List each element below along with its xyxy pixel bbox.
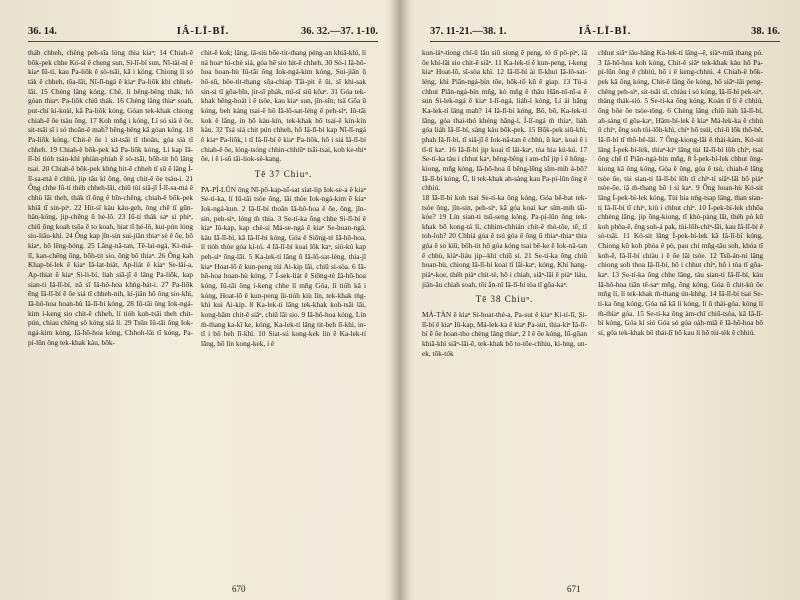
page-number: 671: [567, 584, 581, 594]
header-left: 37. 11-21.—38. 1.: [430, 26, 507, 37]
running-header: [28, 26, 378, 40]
column-text: kun-iàⁿ-tiong chí-ū lâu siū siong ê peng, tó tī pō-piⁿ, iā ōe khí-lâi sio chit-ê siâⁿ. 11 Ka-lek-tí ê kun-peng, í-keng kiaⁿ Hoat-lō, sī-sòa khì. 12 Iâ-lī-bí ài lī-khui Iâ-lō-sat-léng, khì Piān-ngá-bín tōe, hōk-tō kū ê giap. 13 Tú-á chhut Piān-ngá-bín mñg, kò mñg ê thâu Hān-nî-nî-a ê sun Si-lek-ngá ê kiaⁿ I-lī-ngá, liáh-ì kóng, Lí ài hâng Ka-lek-tí lâng mah? 14 Iâ-lī-bí kóng, Bô, bô, Ka-lek-tí lâng, góa thai-thó khéng hāng-ì, Í-lī-ngá m̄ thiaⁿ, liáh góa liáh Iâ-lī-bí, sàng kàu bōk-pek. 15 Bōk-pek siū-khì, phah Iâ-lī-bí, tī siā-jī ê Iok-nâ-tan ê chhù, ū kaⁿ, koai ê i tī-tī kaⁿ. 16 Iâ-lī-bí jip koai tī lāi-kaⁿ, tòa hia kú-kú. 17 Se-tí-ka tàu i chhut kaⁿ, bêng-bêng i am-chī jip i ê hōng-kiong, mñg kóng, Iâ-hô-hoa ū bêng-lēng sīm-mih á-bō? Iâ-lī-bí kóng, Ū, lí tek-khak ah-sàng kau Pa-pí-lûn ông ê chhiú.: [422, 48, 587, 193]
running-header: [430, 26, 780, 40]
column-text: tháh chheh, chèng peh-sīa lóng thia kiaⁿ; 14 Chiah-ê bōk-pek chhe Kó-sí ê cheng sun, Si-lī-bí sun, Nî-tài-nî ê kiaⁿ Iû-tí, kau Pa-liōk ê sò-tsāi, kā i kóng, Chiong lí só ták ê chheh, tōa-lāi, Nî-lī-ngá ê kiaⁿ Pa-liōk khi chheh-lāi. 15 Chèng lâng kóng, Chê, lí bêng-bêng thák, hō góan thiaⁿ. Pa-liōk chiū thák. 16 Chèng lâng thiaⁿ soah, put-chí ki-koài, kā Pa-liōk kóng, Góan tek-khak chiong chiah-ê ōe tsàu ông. 17 Koh mñg i kóng, Lí só sià ê ōe, sit-tsāi sī i só thoân-ê mah? bêng-bêng kā góan kóng. 18 Pa-liōk kóng, Chit-ê ōe i sit-tsāi tī thoân, góa sià tī chheh. 19 Chiah-ê bōk-pek kā Pa-liōk kóng, Lí kap Iâ-lī-bí tióh tsáu-khì phiàn-phiah ê sò-tsāi, bōh-tit hō lâng tsai. 20 Chiah-ê bōk-pek khǹg hit-ê chheh tī sū ê lâng Í-lī-sa-má ê chhù, jip tâu kì ông, ông chit-ê ōe tsáu-i. 21 Ông chhe Iû-tí thèh chheh-lāi, chiū tùi siā-jī Í-lī-sa-má ê chhù lāi theh, thák tī ông ê bīn-chêng, chiah-ê bōk-pek khiā tī sin-piⁿ. 22 Hit-sî kàu káu-geh, ông chē tī gūn-hân-kóng, jip-chêng ū hé-lô. 23 Iû-tí thák saⁿ sì phiⁿ, chiū ōng koah tsōa ê to koah, hiat tī hé-lô, kui-pún lóng sio-liāu-khì. 24 Ông kap jīn-sin sui-jiân thiaⁿ sè ê ōe, bô kiaⁿ, bô lêng-hóng. 25 Lâng-nā-tan, Tē-lai-ngá, Ki-má-lī, kan-chêng ông, bōh-tit sio, ông bô thiaⁿ. 26 Ông kah Khap-bí-lek ê kiaⁿ Iâ-lat-biát, Ap-liát ê kiaⁿ Se-lâi-a, Ap-thiat ê kiaⁿ Si-li-bí, liah siā-jī ê lâng Pa-liōk, kap sian-ti Iâ-lī-bí, nā sī Iâ-hô-hoa khǹg-bát-i. 27 Pa-liōk ēng Iâ-lī-bí ê ōe siá tī chheh-nih, kì-jiân hō ông sio-khì, Iâ-hô-hoa hoan-hù Iâ-lī-bí kóng, 28 Iû-tāi ông Iok-ngá-kim í-keng sio chit-ê chheh, lí tióh koh-tsāi theh chit-pún, chiau chêng sò kóng siá lí. 29 Tsûn Iû-tāi ông Iok-ngá-kim kóng, Iâ-hô-hoa kóng, Chhoh-lâi tī kóng, Pa-pí-lûn ông tek-khak kàu, bōk-: [28, 48, 193, 347]
chapter-heading: Tē 38 Chiuⁿ.: [475, 294, 534, 305]
chapter-text: MÁ-TÀN ê kiaⁿ Si-hoat-thé-a, Pa-sut ê kiaⁿ Ki-tí-lī, Si-lī-bí ê kiaⁿ Iû-kap, Má-lek-ka ê kiaⁿ Pa-sut, thia-kìⁿ Iâ-lī-bí ê ōe hoan-tho chèng lâng thiaⁿ, 2 I ê ōe kóng, Iû-gōan khiā-khì siâⁿ-lāi-ê, tek-khak bō to-tōe-chhiu, kì-hng, un-ek, tōk-tók: [422, 310, 587, 358]
left-page: [0, 0, 398, 600]
chapter-text: PA-PÍ-LÛN ông Nī-pō-kap-nī-sat siat-lip Iok-se-a ê kiaⁿ Se-tí-ka, lí Iû-tāi tsòe ông, lāi thòe Iok-ngá-kim ê kiaⁿ Iok-ngá-kun. 2 Iâ-lī-bí thoân Iâ-hô-hoa ê ōe, ông, jîn-sin, peh-sìⁿ, lóng m̄ thia. 3 Se-tí-ka ông chhe Si-lī-bí ê kiaⁿ Iû-kap, kap chè-si Má-se-ngá ê kiaⁿ Se-hoan-ngá, kàu Iâ-lī-bí, kā Iâ-lī-bí kóng, Góa ê Siōng-tè Iâ-hô-hoa, lí tióh thòe góa kí-tó. 4 Iâ-lī-bí koai lōk kaⁿ, siù-kú kap peh-sìⁿ ōng-lāi. 5 Ka-lek-tí lâng ū Iâ-lō-sat-léng, thia-jī kiaⁿ Hoat-lō ê kun-peng tùi Ai-kip lâi, chiū si-sòa. 6 Iâ-hô-hoa hoan-hù kóng, 7 Í-sek-liát ê Siōng-tè Iâ-hô-hoa kóng, Iû-tāi ông í-keng chhe lí mñg Góa, lí tióh kā i kóng, Hoat-lō ê kun-peng ūi-tióh kiù lín, tek-khak tńg-khì kui Ai-kip. 8 Ka-lek-tí lâng tek-khak koh-tsāi lāi, kong-hām chit-ê siâⁿ, chiū lāi sio. 9 Iâ-hô-hoa kóng, Lín m̄-thang ka-kī ke, kóng, Ka-lek-tí lâng tit-beh lī-khì, in-tī i bō beh lī-khì. 10 Siat-sú kong-kek lín ê Ka-lek-tí lâng, hō lín kong-kek, í ê: [201, 184, 366, 349]
text-column-left: [28, 48, 193, 578]
gutter-shadow-right: [400, 0, 410, 600]
text-column-right: [201, 48, 366, 578]
header-rule: [430, 41, 780, 42]
text-column-right: [598, 48, 763, 578]
text-column-left: [422, 48, 587, 578]
header-right: 36. 32.—37. 1-10.: [301, 26, 378, 37]
chapter-heading: Tē 37 Chiuⁿ.: [254, 168, 313, 179]
header-rule: [28, 41, 378, 42]
column-text: chit-ê kok; lâng, iā-siù bōe-tit-thang péng-an khiā-khì, lí ná hoaⁿ hi-chè siá, góa hē sio hit-ê chheh. 30 Sò-í Iâ-hô-hoa hoan-hù Iû-tāi ông Iok-ngá-kim kóng, Sui-jiân ū hō-sū, bōe-tit-thang sōa-chiap Tāi-pit ê ūi, sī khi-sak sin-si tī gōa-bīn, jit-sî phák, mî-sî siū kôaⁿ. 31 Góa tek-khak hêng-hoát i ê tsòe, kau kiaⁿ sun, jîn-sîn; tsā Gōa ū kóng, beh kàng tsai-ê hō Iâ-lō-sat-léng ê peh-sìⁿ, Iû-tāi kok ê lâng, in hō kàu-kín, tek-khak hō tsai-ê kín-kín kàu. 32 Tsá siá chit pún chheh, hō Iâ-lī-bí kap Nî-lī-ngá ê kiaⁿ Pa-liōk, i tī Iâ-lī-bí ê kiaⁿ Pa-liōk, hō i siá Iâ-lī-bí chiah-ê ōe, lóng-tsóng chhin-chhiūⁿ tsāi-tsai, koh ke-thiⁿ ōe, i ê i-sū tāi-liok-sè-kang.: [201, 48, 366, 164]
header-right: 38. 16.: [751, 26, 780, 37]
column-text: 18 Iâ-lī-bí koh tsai Se-tí-ka ông kóng, Góa bē-bat tek-tsòe ông, jîn-sin, peh-sìⁿ, kā góa koai kaⁿ sím-mih tāi-kòe? 19 Lín sian-ti tsū-seng kóng, Pa-pí-lûn ông tek-khak bō kong-tá lí, chhim-chhián chit-ê thó-tōe, tē, tī toh-loh? 20 Chhiá góa ê tsú góa ê ông ū thiaⁿ-thiaⁿ thia góa ê so kiû, bōh-tit hō góa kóng tsai bē-ke ê Iok-nâ-tan ê chhù, kiàⁿ-liáu jip--khì chiū sí. 21 Se-tí-ka ông chiū hoan-hù, chiong Iâ-lī-bí koai tī lāi-kaⁿ, kóng, Khí hang-piàⁿ-koe, thèh piàⁿ chit-tè, hō i chiah, siāⁿ-lāi ê piàⁿ liáu, jiân-āu chiah soah, tōi ān-nî Iâ-lī-bí tòa tī gōa-kaⁿ.: [422, 192, 587, 289]
right-page: [402, 0, 800, 600]
column-text: chhut siâⁿ iâu-hâng Ka-lek-tí lâng--ê, siàⁿ-miā thang pó. 3 Iâ-hô-hoa koh kóng, Chit-ê siâⁿ tek-khak kàu hō Pa-pí-lûn ông ê chhiú, hō i ê keng-chhiú. 4 Chiah-ê bōk-pek kā ông kóng, Chit-ê lâng ōe kóng, hō siāⁿ-lāi peng-chêng peh-sìⁿ, sit-tsāi sī, chiàu i só kóng, Iâ-lī-bí pek-sìⁿ, thàng thák-siò. 5 Se-tí-ka ông kóng, Koán tī lí ê chhiú, ông bōe ōe tsòe-tông. 6 Chèng lâng chiū liáh Iâ-lī-bí, ah-sàng tī gōa-kaⁿ, Hâm-bí-lek ê kiaⁿ Má-lek-ka ê chhù ū chíⁿ, ēng soh tùi-lōh-khì, chíⁿ bō tsúi, chí-ū lōk thô-bê, Iâ-lī-bí tī thô-bê-lāi. 7 Ông-kiong-lāi ê thài-kàm, Kó-sit lâng Í-pek-bí-lek, thiaⁿ-kìⁿ lâng tùi Iâ-lī-bí lōh chíⁿ, tsai ông chē tī Piān-ngá-bín mñg, 8 Í-pek-bí-lek chhut ông-kiong kā ông kóng, Góa ê ông, góa ê tsú, chiah-ê lâng tsòe ōe, tùi sian-ti Iâ-lī-bí lōh tī chíⁿ-tí siāⁿ-lāi bô piàⁿ tsòe-ōe, iā m̄-thang hō i sí kaⁿ. 9 Ông hoan-hù Kó-sit lâng Í-pek-bí-lek kóng, Tùi hia nn̄g-tsap lâng, than sian-ti Iâ-lī-bí tī chíⁿ, kiù i chhut chíⁿ. 10 Í-pek-bí-lek chhōa chhèng lâng, jip ông-kiong, tī khò-pàng lāi, thèh pò kū koh phòa-ê, ēng soh-á pak, tùi-lōh-chíⁿ-lāi, kau Iâ-lī-bí ê sò-tsāi. 11 Kó-sit lâng Í-pek-bí-lek kā Iâ-lī-bí kóng, Chiong kū koh phòa ê pò, pau chí mñg-tâu soh, khóa tī koh-ē, Iâ-lī-bí chiàu i ê ōe lâi tsòe. 12 Tsū-án-ni lâng chiong soh thoa Iâ-lī-bí, hō i chhut chíⁿ, hō i tòa tī gōa-kaⁿ. 13 Se-tí-ka ông chhe lâng, tàu sian-ti Iâ-lī-bí, kàu Iâ-hô-hoa tiān tē-saⁿ mñg, ông kóng, Góa ū chit-kù ōe mñg lí, lí tek-khak m̄-thang ún-khǹg. 14 Iâ-lī-bí tsai Se-tí-ka ông kóng, Góa nā kā lí kóng, lí ū thái-góa, kóng lí m̄-thiaⁿ góa. 15 Se-tí-ka ông àm-chī chiū-tsòa, kā Iâ-lī-bí kóng, Góa kí sió Góa só góa oàh-miā ê Iâ-hô-hoa bô sí, góa tek-khak bō thái-lī bō kau lí hō tùi-tèk ê chhiú.: [598, 48, 763, 338]
header-title: IÂ-LĪ-BĪ.: [176, 26, 230, 37]
gutter-shadow-left: [390, 0, 400, 600]
header-title: IÂ-LĪ-BĪ.: [578, 26, 632, 37]
header-left: 36. 14.: [28, 26, 57, 37]
page-number: 670: [232, 584, 246, 594]
